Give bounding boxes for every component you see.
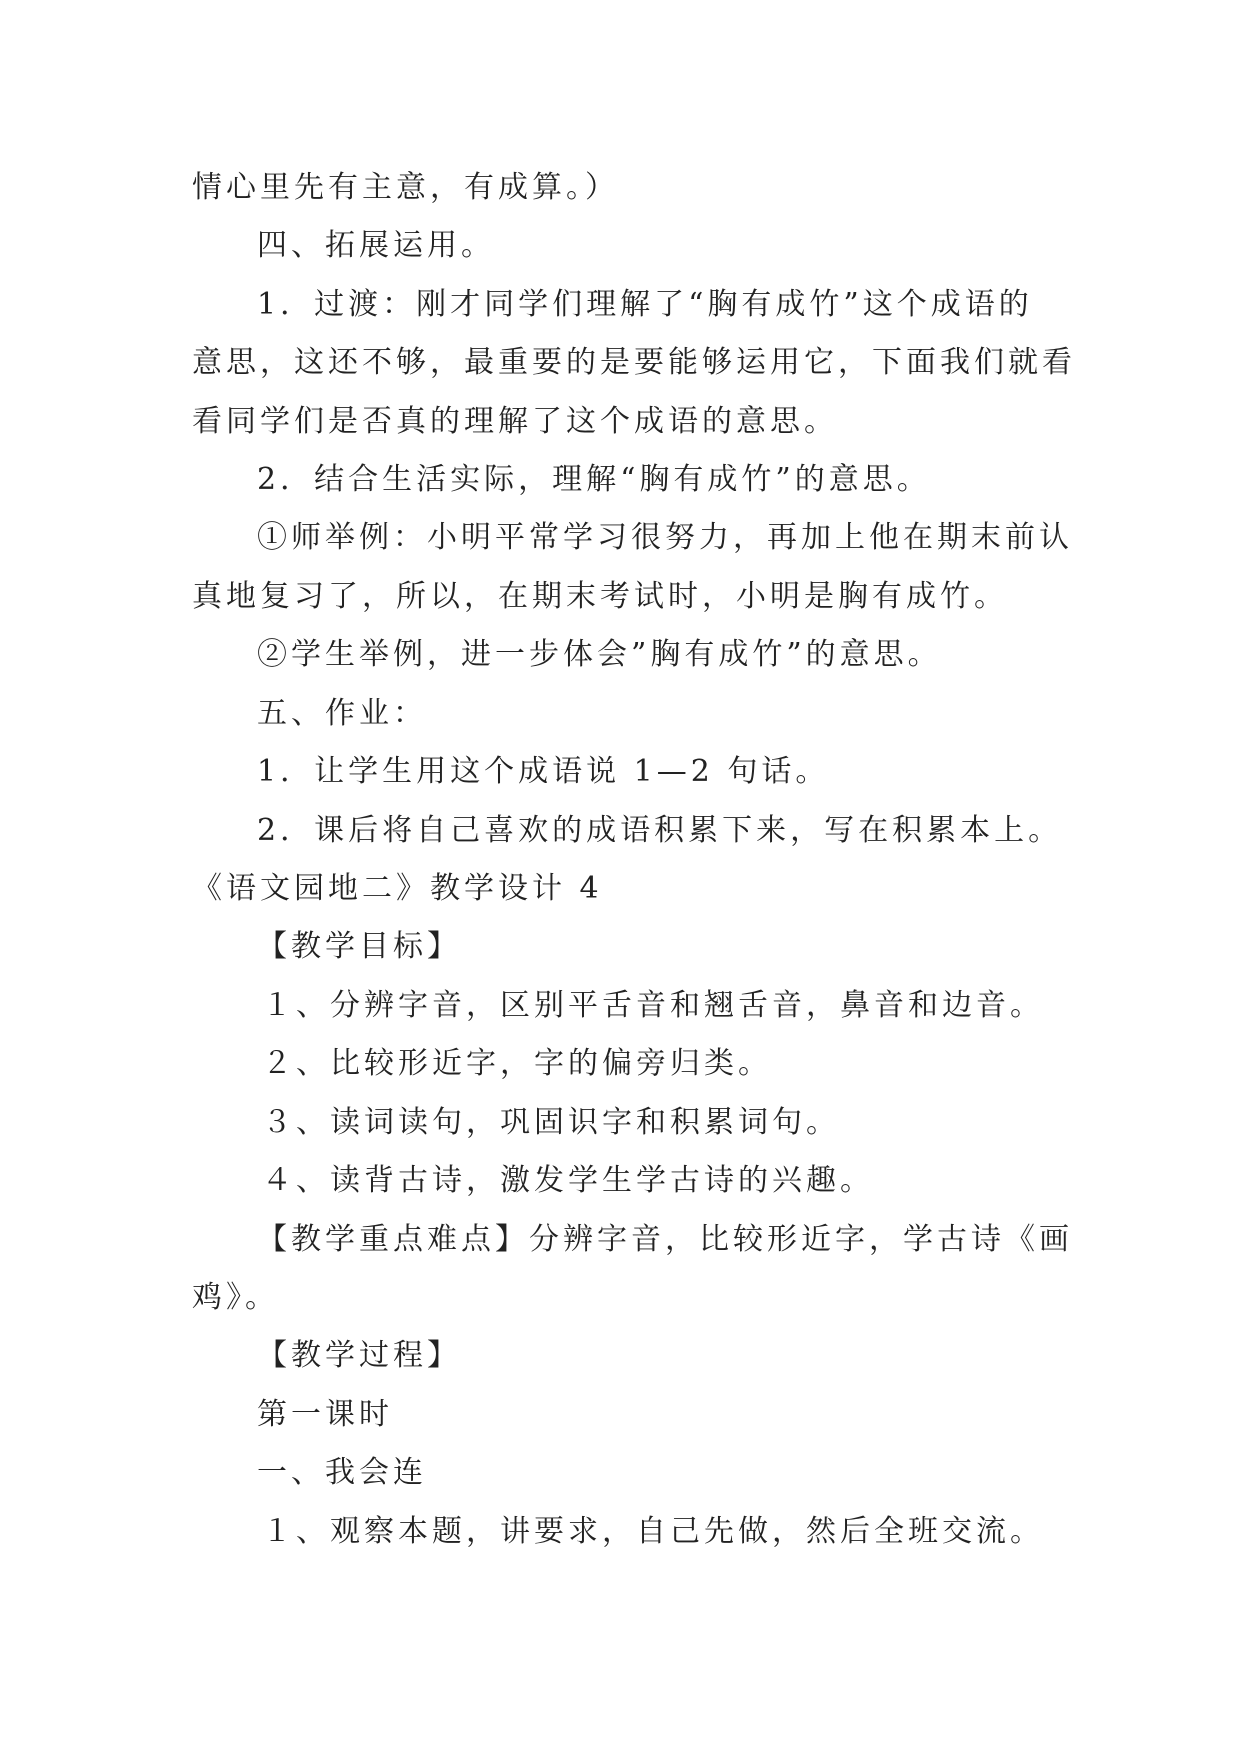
section-heading: 一、我会连 xyxy=(257,1455,427,1490)
list-item: １、观察本题，讲要求，自己先做，然后全班交流。 xyxy=(262,1514,1044,1549)
section-heading: 四、拓展运用。 xyxy=(257,228,495,263)
section-heading: 【教学过程】 xyxy=(257,1338,461,1373)
paragraph-line: 【教学重点难点】分辨字音，比较形近字，学古诗《画 xyxy=(257,1222,1073,1257)
paragraph-line: 真地复习了，所以，在期末考试时，小明是胸有成竹。 xyxy=(192,579,1008,614)
section-heading: 五、作业： xyxy=(257,696,427,731)
paragraph-line: 看同学们是否真的理解了这个成语的意思。 xyxy=(192,404,838,439)
paragraph-line: 2．课后将自己喜欢的成语积累下来，写在积累本上。 xyxy=(257,813,1063,848)
paragraph-line: 情心里先有主意，有成算。） xyxy=(192,170,619,205)
paragraph-line: 意思，这还不够，最重要的是要能够运用它，下面我们就看 xyxy=(192,345,1076,380)
list-item: ２、比较形近字，字的偏旁归类。 xyxy=(262,1046,772,1081)
paragraph-line: 1．让学生用这个成语说 1—2 句话。 xyxy=(257,754,830,789)
paragraph-line: 1．过渡：刚才同学们理解了“胸有成竹”这个成语的 xyxy=(257,287,1033,322)
list-item: １、分辨字音，区别平舌音和翘舌音，鼻音和边音。 xyxy=(262,988,1044,1023)
paragraph-line: 2．结合生活实际，理解“胸有成竹”的意思。 xyxy=(257,462,931,497)
section-heading: 第一课时 xyxy=(257,1397,393,1432)
paragraph-line: ①师举例：小明平常学习很努力，再加上他在期末前认 xyxy=(257,520,1073,555)
paragraph-line: ②学生举例，进一步体会”胸有成竹”的意思。 xyxy=(257,637,942,672)
list-item: ３、读词读句，巩固识字和积累词句。 xyxy=(262,1105,840,1140)
document-title: 《语文园地二》教学设计 4 xyxy=(192,871,603,906)
section-heading: 【教学目标】 xyxy=(257,929,461,964)
list-item: ４、读背古诗，激发学生学古诗的兴趣。 xyxy=(262,1163,874,1198)
paragraph-line: 鸡》。 xyxy=(192,1280,279,1315)
